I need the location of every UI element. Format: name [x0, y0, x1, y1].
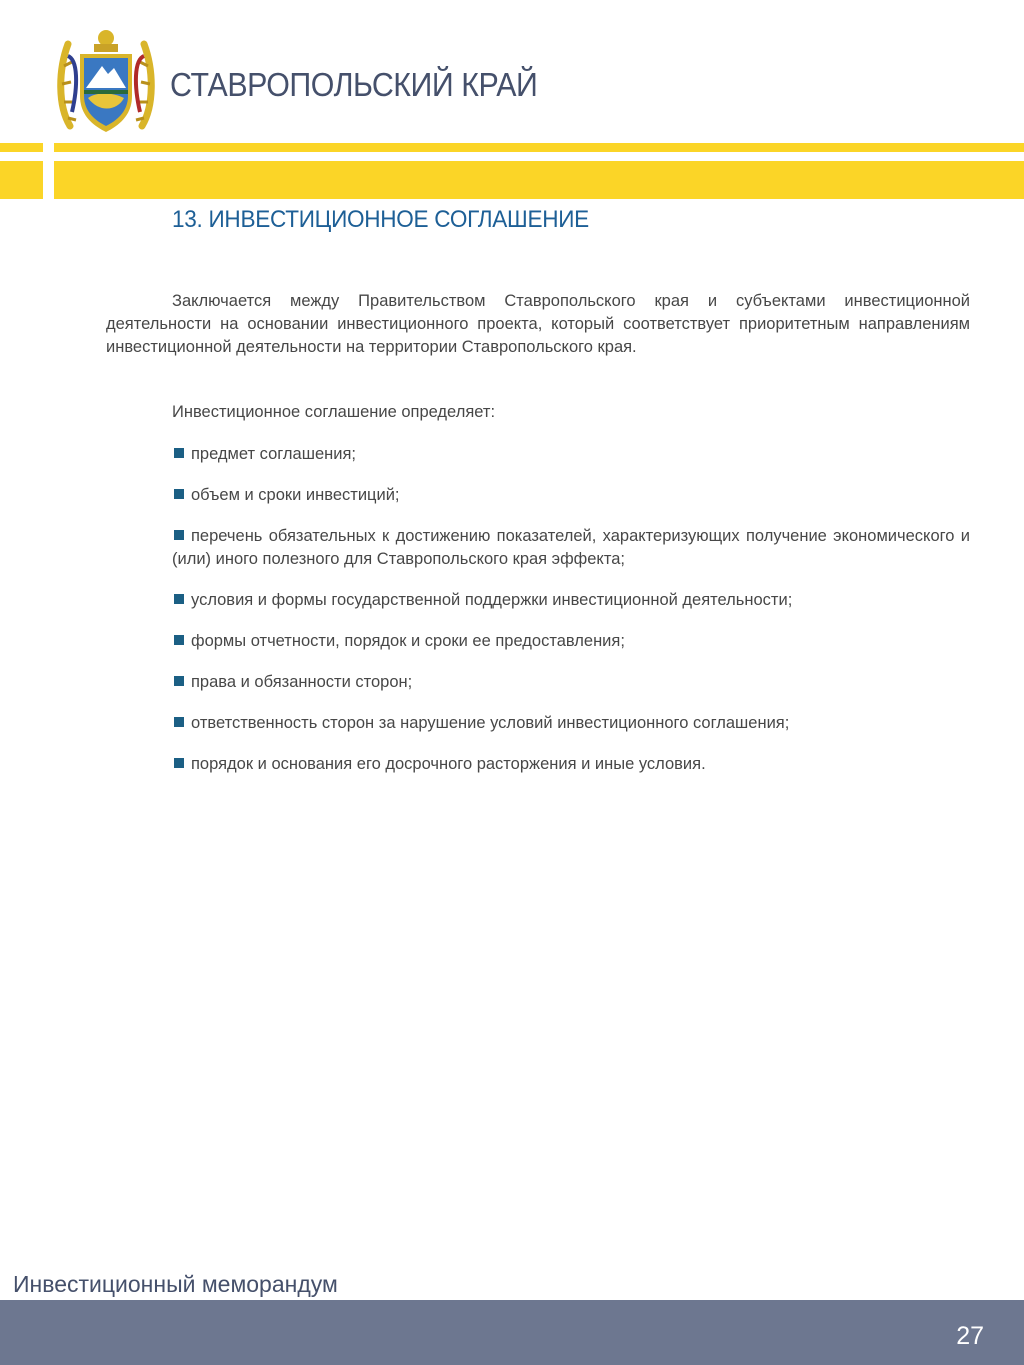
square-bullet-icon	[174, 530, 184, 540]
provisions-list	[172, 443, 970, 794]
coat-of-arms-icon	[56, 26, 156, 138]
list-item: объем и сроки инвестиций;	[172, 484, 970, 507]
footer-bar	[0, 1300, 1024, 1365]
list-item: порядок и основания его досрочного расторжения и иные условия.	[172, 753, 970, 776]
square-bullet-icon	[174, 717, 184, 727]
header-stripe-thin	[0, 143, 1024, 152]
square-bullet-icon	[174, 676, 184, 686]
section-title: 13. ИНВЕСТИЦИОННОЕ СОГЛАШЕНИЕ	[172, 206, 589, 233]
header-stripe-divider	[43, 143, 54, 200]
page-number: 27	[956, 1322, 984, 1350]
footer-document-title: Инвестиционный меморандум	[13, 1271, 338, 1297]
list-item: формы отчетности, порядок и сроки ее предоставления;	[172, 630, 970, 653]
header-stripe-thick	[0, 161, 1024, 199]
intro-paragraph: Заключается между Правительством Ставропольского края и субъектами инвестиционной деятельности на основании инвестиционного проекта, который соответствует приоритетным направлениям инвестиционной деятельности на территории Ставропольского края.	[106, 292, 970, 356]
square-bullet-icon	[174, 489, 184, 499]
list-item: перечень обязательных к достижению показателей, характеризующих получение экономического и (или) иного полезного для Ставропольского края эффекта;	[172, 527, 970, 568]
list-item: предмет соглашения;	[172, 443, 970, 466]
square-bullet-icon	[174, 594, 184, 604]
square-bullet-icon	[174, 448, 184, 458]
region-title: СТАВРОПОЛЬСКИЙ КРАЙ	[170, 66, 538, 103]
square-bullet-icon	[174, 635, 184, 645]
list-item: права и обязанности сторон;	[172, 671, 970, 694]
list-lead: Инвестиционное соглашение определяет:	[172, 403, 496, 421]
list-item: ответственность сторон за нарушение условий инвестиционного соглашения;	[172, 712, 970, 735]
square-bullet-icon	[174, 758, 184, 768]
list-item: условия и формы государственной поддержки инвестиционной деятельности;	[172, 589, 970, 612]
